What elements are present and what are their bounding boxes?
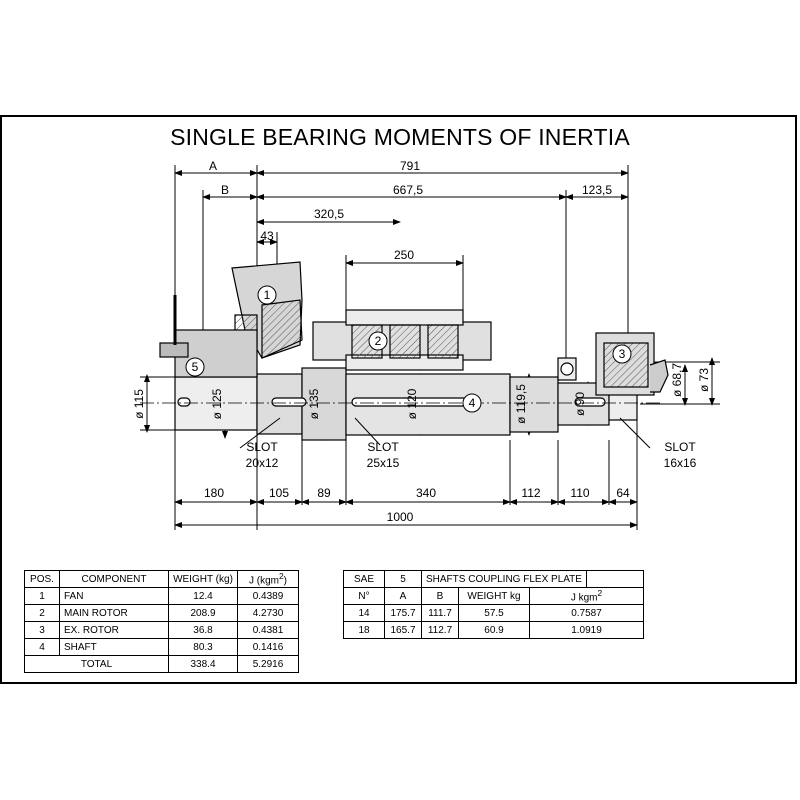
- total-weight: 338.4: [169, 656, 238, 673]
- main-rotor: [313, 310, 491, 370]
- col-j-label: J kgm: [570, 592, 598, 604]
- row-component: MAIN ROTOR: [60, 605, 169, 622]
- balloon-1: [258, 286, 276, 304]
- balloon-4-text: 4: [468, 396, 476, 410]
- row-j: 0.4389: [238, 588, 299, 605]
- dim-d687: ø 68,7: [670, 362, 684, 398]
- dim-b: B: [220, 183, 230, 197]
- col-weight: WEIGHT kg: [459, 588, 530, 605]
- row-j: 0.7587: [530, 605, 644, 622]
- dim-320: 320,5: [313, 207, 345, 221]
- row-a: 165.7: [385, 622, 422, 639]
- table-row: [25, 588, 299, 605]
- row-component: SHAFT: [60, 639, 169, 656]
- balloon-5-text: 5: [191, 360, 199, 374]
- table-row: [344, 605, 644, 622]
- col-a: A: [385, 588, 422, 605]
- col-j-exp: 2: [279, 571, 284, 582]
- dim-89: 89: [317, 486, 331, 500]
- row-weight: 12.4: [169, 588, 238, 605]
- dim-791: 791: [399, 159, 421, 173]
- slot-3-size: 16x16: [663, 456, 697, 470]
- dim-110: 110: [570, 486, 590, 500]
- col-j: [530, 588, 644, 605]
- dim-250: 250: [393, 248, 415, 262]
- dim-180: 180: [203, 486, 225, 500]
- sae-group-title: SHAFTS COUPLING FLEX PLATE: [422, 571, 587, 588]
- balloon-3: [613, 345, 631, 363]
- balloon-5: [186, 358, 204, 376]
- total-j: 5.2916: [238, 656, 299, 673]
- drawing-title: SINGLE BEARING MOMENTS OF INERTIA: [170, 124, 630, 150]
- row-b: 112.7: [422, 622, 459, 639]
- col-weight: WEIGHT (kg): [169, 571, 238, 588]
- components-header-row: [25, 571, 299, 588]
- dim-d1195: ø 119,5: [514, 384, 528, 424]
- sae-header-row-2: [344, 588, 644, 605]
- slot-1-label: SLOT: [246, 440, 278, 454]
- table-row: [25, 622, 299, 639]
- dim-d115: ø 115: [132, 389, 146, 419]
- row-j: 0.1416: [238, 639, 299, 656]
- dim-112: 112: [521, 486, 541, 500]
- slot-2-size: 25x15: [366, 456, 400, 470]
- balloon-2: [369, 332, 387, 350]
- table-row: [25, 605, 299, 622]
- sae-pos: 5: [385, 571, 422, 588]
- row-weight: 208.9: [169, 605, 238, 622]
- exciter-rotor: [596, 333, 668, 395]
- row-b: 111.7: [422, 605, 459, 622]
- col-j-close: ): [283, 575, 287, 587]
- col-j: [238, 571, 299, 588]
- sae-title-spacer: [586, 571, 643, 588]
- col-j-label: J (kgm: [249, 575, 279, 587]
- table-row: [344, 622, 644, 639]
- top-dimension-labels: [209, 159, 612, 262]
- row-j: 4.2730: [238, 605, 299, 622]
- balloon-4: [463, 394, 481, 412]
- row-pos: 1: [25, 588, 60, 605]
- dim-d135: ø 135: [307, 388, 321, 420]
- slot-3-label: SLOT: [664, 440, 696, 454]
- dim-a: A: [208, 159, 218, 173]
- dim-105: 105: [268, 486, 290, 500]
- col-pos: POS.: [25, 571, 60, 588]
- dim-43: 43: [260, 229, 274, 243]
- components-table: [24, 570, 299, 673]
- dim-667: 667,5: [392, 183, 424, 197]
- balloon-3-text: 3: [618, 347, 626, 361]
- row-j: 1.0919: [530, 622, 644, 639]
- row-weight: 60.9: [459, 622, 530, 639]
- balloon-1-text: 1: [263, 288, 271, 302]
- balloon-2-text: 2: [374, 334, 382, 348]
- row-sae: 18: [344, 622, 385, 639]
- dim-d120: ø 120: [405, 388, 419, 420]
- sae-header-row-1: [344, 571, 644, 588]
- slot-labels: [246, 440, 697, 470]
- row-component: EX. ROTOR: [60, 622, 169, 639]
- sae-number-label: N°: [344, 588, 385, 605]
- col-j-exp: 2: [597, 588, 603, 599]
- row-weight: 36.8: [169, 622, 238, 639]
- col-b: B: [422, 588, 459, 605]
- row-j: 0.4381: [238, 622, 299, 639]
- sae-table: [343, 570, 644, 639]
- row-pos: 4: [25, 639, 60, 656]
- row-pos: 2: [25, 605, 60, 622]
- dim-d125: ø 125: [210, 388, 224, 420]
- row-weight: 57.5: [459, 605, 530, 622]
- row-a: 175.7: [385, 605, 422, 622]
- row-sae: 14: [344, 605, 385, 622]
- slot-2-label: SLOT: [367, 440, 399, 454]
- dim-d73: ø 73: [697, 367, 711, 393]
- sae-label: SAE: [344, 571, 385, 588]
- total-label: TOTAL: [25, 656, 169, 673]
- bearing: [558, 358, 576, 380]
- row-weight: 80.3: [169, 639, 238, 656]
- dim-d90: ø 90: [573, 391, 587, 417]
- dim-1000: 1000: [386, 510, 414, 524]
- table-row: [25, 639, 299, 656]
- dim-123: 123,5: [581, 183, 613, 197]
- col-component: COMPONENT: [60, 571, 169, 588]
- total-row: [25, 656, 299, 673]
- dim-64: 64: [616, 486, 630, 500]
- row-component: FAN: [60, 588, 169, 605]
- dim-340: 340: [415, 486, 437, 500]
- row-pos: 3: [25, 622, 60, 639]
- bottom-dimension-labels: [204, 486, 630, 524]
- slot-1-size: 20x12: [245, 456, 279, 470]
